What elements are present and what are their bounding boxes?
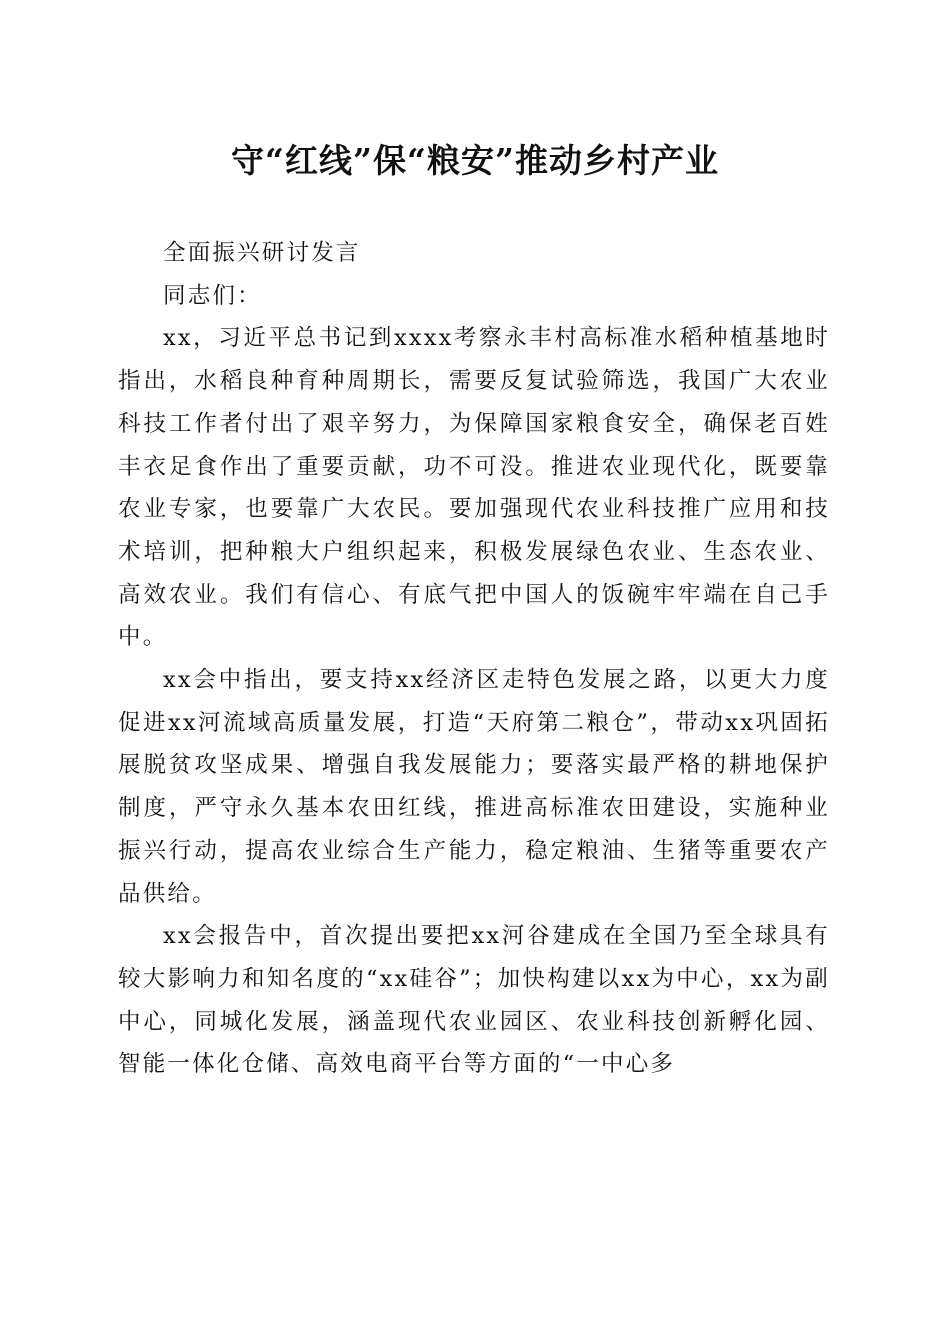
- paragraph-3: xx会报告中，首次提出要把xx河谷建成在全国乃至全球具有较大影响力和知名度的“xx硅谷”；加快构建以xx为中心，xx为副中心，同城化发展，涵盖现代农业园区、农业科技创新孵化园、智能一体化仓储、高效电商平台等方面的“一中心多: [118, 923, 830, 1078]
- document-body: [118, 232, 830, 1086]
- document-title: 守“红线”保“粮安”推动乡村产业: [231, 141, 719, 180]
- salutation: 同志们：: [163, 282, 262, 309]
- document-subtitle: 全面振兴研讨发言: [163, 240, 361, 266]
- paragraph-2: xx会中指出，要支持xx经济区走特色发展之路，以更大力度促进xx河流域高质量发展，打造“天府第二粮仓”，带动xx巩固拓展脱贫攻坚成果、增强自我发展能力；要落实最严格的耕地保护制度，严守永久基本农田红线，推进高标准农田建设，实施种业振兴行动，提高农业综合生产能力，稳定粮油、生猪等重要农产品供给。: [118, 667, 830, 907]
- paragraph-1: xx，习近平总书记到xxxx考察永丰村高标准水稻种植基地时指出，水稻良种育种周期长，需要反复试验筛选，我国广大农业科技工作者付出了艰辛努力，为保障国家粮食安全，确保老百姓丰衣足食作出了重要贡献，功不可没。推进农业现代化，既要靠农业专家，也要靠广大农民。要加强现代农业科技推广应用和技术培训，把种粮大户组织起来，积极发展绿色农业、生态农业、高效农业。我们有信心、有底气把中国人的饭碗牢牢端在自己手中。: [118, 325, 830, 651]
